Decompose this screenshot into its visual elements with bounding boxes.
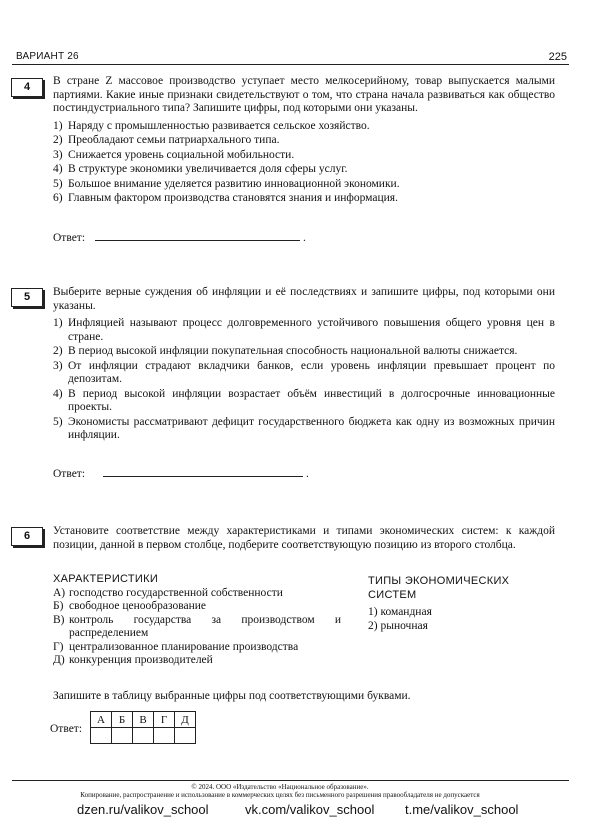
answer-cell[interactable] bbox=[112, 728, 133, 744]
option: 5) Большое внимание уделяется развитию инновационной экономики. bbox=[53, 177, 400, 190]
characteristic-item: Г) централизованное планирование производства bbox=[53, 640, 299, 653]
answer-field[interactable] bbox=[95, 229, 300, 241]
answer-table bbox=[90, 711, 196, 744]
copyright-text: © 2024. ООО «Издательство «Национальное образование». bbox=[191, 783, 369, 791]
telegram-link[interactable]: t.me/valikov_school bbox=[405, 802, 519, 817]
characteristics-heading: ХАРАКТЕРИСТИКИ bbox=[53, 573, 159, 585]
answer-table-input-row bbox=[91, 728, 196, 744]
footer-copyright-block bbox=[0, 783, 560, 799]
footer-divider bbox=[12, 780, 569, 781]
question-6 bbox=[53, 525, 555, 552]
option: 1) Инфляцией называют процесс долговременного устойчивого повышения общего уровня цен в стране. bbox=[53, 317, 555, 343]
answer-cell[interactable] bbox=[91, 728, 112, 744]
option: 1) Наряду с промышленностью развивается сельское хозяйство. bbox=[53, 119, 370, 132]
option: 5) Экономисты рассматривают дефицит государственного бюджета как одну из возможных причин инфляции. bbox=[53, 415, 555, 441]
option: 4) В структуре экономики увеличивается доля сферы услуг. bbox=[53, 163, 348, 175]
answer-cell[interactable] bbox=[175, 728, 196, 744]
question-4-answer: Ответ: . bbox=[53, 229, 306, 244]
option: 2) Преобладают семьи патриархального типа. bbox=[53, 134, 280, 146]
question-4-number: 4 bbox=[11, 78, 43, 97]
variant-label: ВАРИАНТ 26 bbox=[16, 51, 79, 62]
question-5-options bbox=[53, 317, 555, 443]
answer-label: Ответ: bbox=[53, 468, 86, 480]
option: 4) В период высокой инфляции возрастает объём инвестиций в долгосрочные инновационные проекты. bbox=[53, 387, 555, 413]
answer-table-header: Д bbox=[175, 712, 196, 728]
answer-cell[interactable] bbox=[154, 728, 175, 744]
question-4 bbox=[53, 75, 555, 207]
option: 3) От инфляции страдают вкладчики банков, если уровень инфляции превышает процент по депозитам. bbox=[53, 359, 555, 385]
question-5-text: Выберите верные суждения об инфляции и её последствиях и запишите цифры, под которыми они указаны. bbox=[53, 286, 555, 312]
question-6-number: 6 bbox=[11, 527, 43, 546]
question-5-answer: Ответ: . bbox=[53, 465, 309, 480]
question-4-text: В стране Z массовое производство уступает место мелкосерийному, товар выпускается малыми партиями. Какие иные признаки свидетельствуют о том, что страна начала развиваться как общество постиндустриального типа? Запишите цифры, под которыми они указаны. bbox=[53, 75, 555, 114]
characteristic-item: Д) конкуренция производителей bbox=[53, 654, 213, 666]
characteristics-column bbox=[53, 573, 341, 668]
system-types-column bbox=[368, 575, 558, 633]
answer-table-header: А bbox=[91, 712, 112, 728]
answer-cell[interactable] bbox=[133, 728, 154, 744]
system-types-heading: ТИПЫ ЭКОНОМИЧЕСКИХ СИСТЕМ bbox=[368, 575, 510, 601]
option: 3) Снижается уровень социальной мобильности. bbox=[53, 148, 295, 161]
question-6-instruction: Запишите в таблицу выбранные цифры под соответствующими буквами. bbox=[53, 690, 411, 702]
page-number: 225 bbox=[548, 51, 567, 63]
characteristic-item: В) контроль государства за производством и распределением bbox=[53, 613, 341, 639]
answer-label: Ответ: bbox=[53, 232, 86, 244]
answer-table-header-row bbox=[91, 712, 196, 728]
characteristic-item: А) господство государственной собственности bbox=[53, 586, 283, 599]
answer-table-header: Б bbox=[112, 712, 133, 728]
system-type-item: 1) командная bbox=[368, 606, 432, 618]
answer-table-header: Г bbox=[154, 712, 175, 728]
option: 6) Главным фактором производства становятся знания и информация. bbox=[53, 192, 398, 204]
answer-table-header: В bbox=[133, 712, 154, 728]
dzen-link[interactable]: dzen.ru/valikov_school bbox=[77, 802, 209, 817]
answer-field[interactable] bbox=[103, 465, 303, 477]
question-5-number: 5 bbox=[11, 288, 43, 307]
option: 2) В период высокой инфляции покупательная способность национальной валюты снижается. bbox=[53, 345, 518, 357]
header-divider bbox=[12, 64, 569, 65]
system-type-item: 2) рыночная bbox=[368, 619, 428, 632]
question-6-text: Установите соответствие между характеристиками и типами экономических систем: к каждой позиции, данной в первом столбце, подберите соответствующую позицию из второго столбца. bbox=[53, 525, 555, 551]
question-4-options bbox=[53, 120, 555, 206]
characteristic-item: Б) свободное ценообразование bbox=[53, 600, 206, 612]
answer-label: Ответ: bbox=[50, 723, 83, 735]
question-5 bbox=[53, 286, 555, 444]
copyright-notice: Копирование, распространение и использование в коммерческих целях без письменного разрешения правообладателя не допускается bbox=[80, 791, 480, 799]
vk-link[interactable]: vk.com/valikov_school bbox=[245, 802, 375, 817]
